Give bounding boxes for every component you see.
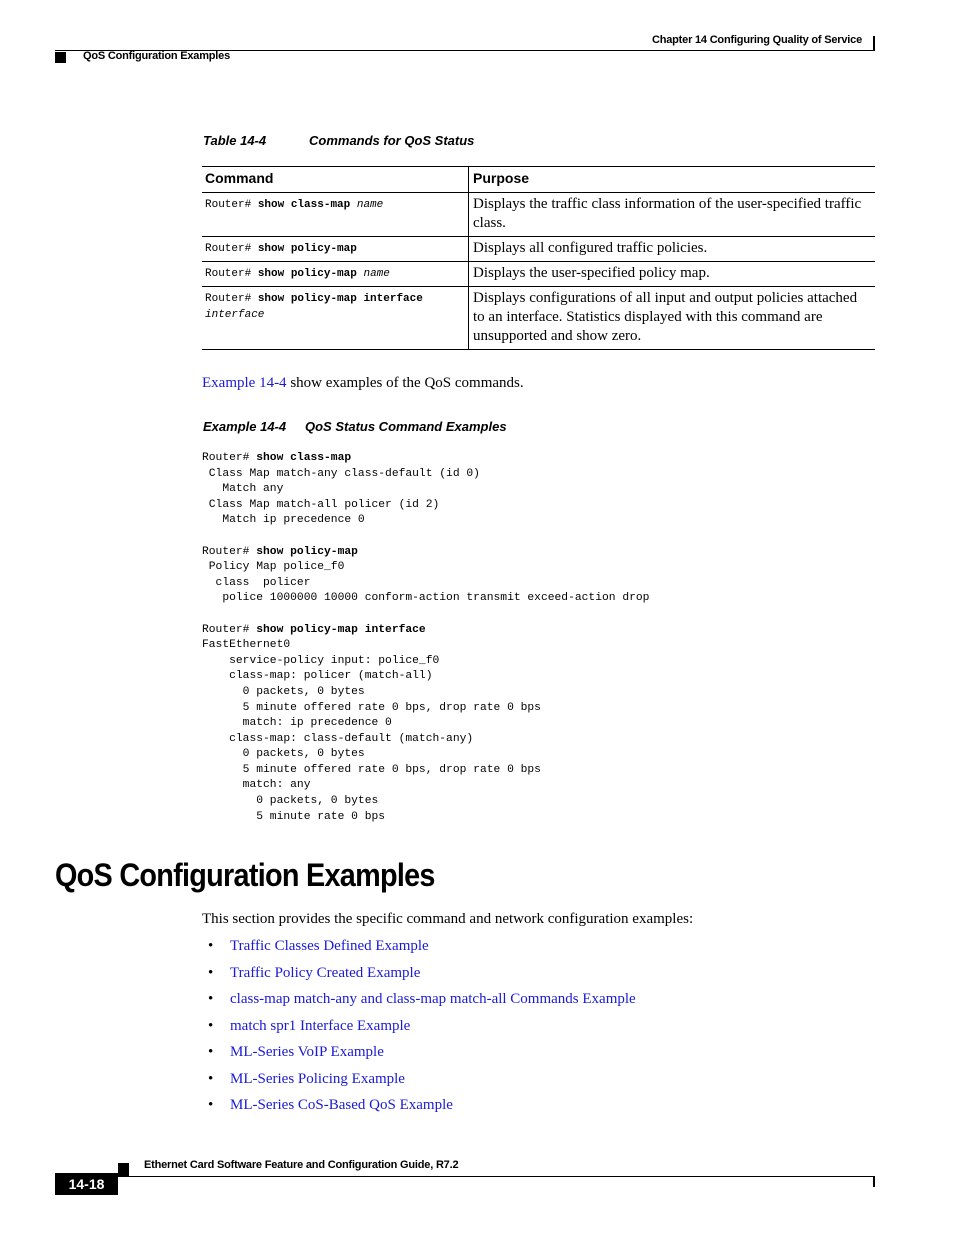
footer-marker <box>118 1163 129 1176</box>
list-item <box>202 1041 636 1068</box>
example-caption <box>203 419 507 434</box>
command-keyword: show policy-map <box>257 268 357 280</box>
table-row <box>202 287 875 350</box>
header-right-bar <box>873 36 875 50</box>
command-keyword: show class-map <box>257 199 351 211</box>
example-caption-number: Example 14-4 <box>203 419 287 434</box>
link-voip[interactable]: ML-Series VoIP Example <box>230 1044 384 1060</box>
section-intro: This section provides the specific command and network configuration examples: <box>202 911 694 927</box>
command-argument: interface <box>205 309 265 321</box>
intro-paragraph <box>202 375 524 392</box>
bullet: • <box>208 964 214 981</box>
header-marker <box>55 52 66 63</box>
example-link[interactable]: Example 14-4 <box>202 375 287 391</box>
example-caption-title: QoS Status Command Examples <box>305 419 507 434</box>
table-caption-title: Commands for QoS Status <box>309 133 475 148</box>
purpose-cell: Displays all configured traffic policies. <box>469 237 876 262</box>
link-policing[interactable]: ML-Series Policing Example <box>230 1070 405 1087</box>
purpose-cell: Displays the traffic class information of the user-specified traffic class. <box>469 193 876 237</box>
list-item <box>202 1015 636 1042</box>
link-match-spr1[interactable]: match spr1 Interface Example <box>230 1017 411 1034</box>
command-cell <box>202 287 469 350</box>
code-output: Class Map match-any class-default (id 0) Match any Class Map match-all policer (id 2) Match ip precedence 0 <box>208 467 480 527</box>
purpose-cell: Displays configurations of all input and output policies attached to an interface. Statistics displayed with this command are unsupported and show zero. <box>469 287 876 350</box>
table-row <box>202 193 875 237</box>
column-header-command: Command <box>205 170 274 186</box>
footer-right-bar <box>873 1176 875 1187</box>
link-traffic-policy[interactable]: Traffic Policy Created Example <box>230 964 421 981</box>
bullet: • <box>208 991 214 1007</box>
command-cell <box>202 237 469 262</box>
table-caption-number: Table 14-4 <box>203 133 267 148</box>
section-header: QoS Configuration Examples <box>83 50 230 62</box>
bullet: • <box>208 1017 214 1034</box>
table-row <box>202 237 875 262</box>
bullet: • <box>208 1097 214 1113</box>
bullet: • <box>208 938 214 954</box>
purpose-cell: Displays the user-specified policy map. <box>469 262 876 287</box>
link-class-map-match[interactable]: class-map match-any and class-map match-all Commands Example <box>230 991 636 1007</box>
list-item <box>202 962 636 989</box>
command-keyword: show policy-map interface <box>257 293 423 305</box>
list-item <box>202 1068 636 1095</box>
list-item <box>202 1094 636 1121</box>
section-title: QoS Configuration Examples <box>55 857 435 893</box>
page-number: 14-18 <box>55 1173 118 1195</box>
code-command: show policy-map <box>256 545 358 558</box>
router-prompt: Router# <box>205 268 252 280</box>
bullet: • <box>208 1070 214 1087</box>
intro-text: show examples of the QoS commands. <box>286 375 524 391</box>
code-command: show policy-map interface <box>256 623 426 636</box>
router-prompt: Router# <box>202 452 257 464</box>
column-header-purpose: Purpose <box>469 167 876 193</box>
command-keyword: show policy-map <box>257 243 357 255</box>
code-command: show class-map <box>256 452 352 464</box>
table-row <box>202 262 875 287</box>
qos-status-table <box>202 166 875 350</box>
link-cos-based-qos[interactable]: ML-Series CoS-Based QoS Example <box>230 1097 453 1113</box>
code-example <box>202 451 649 825</box>
command-argument: name <box>363 268 390 280</box>
bullet: • <box>208 1044 214 1060</box>
router-prompt: Router# <box>205 293 252 305</box>
command-cell <box>202 193 469 237</box>
command-cell <box>202 262 469 287</box>
example-link-list <box>202 935 636 1121</box>
router-prompt: Router# <box>205 199 252 211</box>
code-output: FastEthernet0 service-policy input: police_f0 class-map: policer (match-all) 0 packets, 0 bytes 5 minute offered rate 0 bps, drop rate 0 bps match: ip precedence 0 class-map: class-default (match-any) 0 packets, 0 bytes 5 minute offered rate 0 bps, drop rate 0 bps match: any 0 packets, 0 bytes 5 minute rate 0 bps <box>202 639 541 823</box>
router-prompt: Router# <box>202 623 257 636</box>
footer-rule <box>118 1176 875 1177</box>
table-caption <box>203 133 474 148</box>
router-prompt: Router# <box>205 243 252 255</box>
chapter-header: Chapter 14 Configuring Quality of Service <box>651 34 862 46</box>
footer-title: Ethernet Card Software Feature and Configuration Guide, R7.2 <box>144 1159 459 1171</box>
list-item <box>202 988 636 1015</box>
command-argument: name <box>356 199 384 211</box>
link-traffic-classes[interactable]: Traffic Classes Defined Example <box>230 938 429 954</box>
router-prompt: Router# <box>202 545 257 558</box>
list-item <box>202 935 636 962</box>
code-output: Policy Map police_f0 class policer police 1000000 10000 conform-action transmit exceed-action drop <box>208 561 650 605</box>
table-header-row <box>202 167 875 193</box>
